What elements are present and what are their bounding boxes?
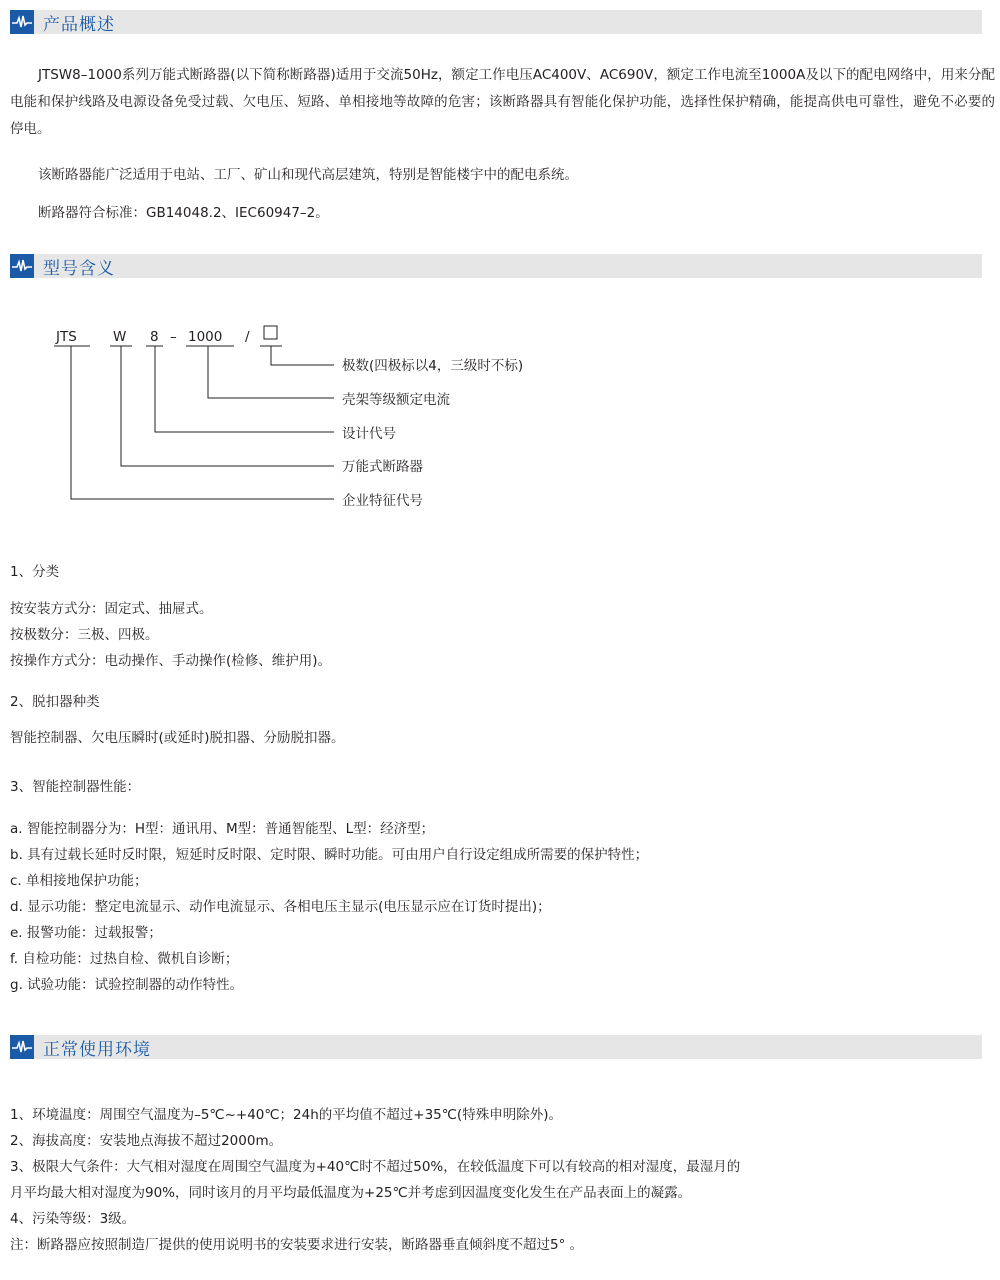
overview-paragraph-2: 该断路器能广泛适用于电站、工厂、矿山和现代高层建筑，特别是智能楼宇中的配电系统。 — [38, 167, 578, 183]
class-item-3: 按操作方式分：电动操作、手动操作(检修、维护用)。 — [10, 653, 332, 669]
pulse-icon — [10, 10, 34, 34]
pole-box — [264, 326, 277, 339]
code-part-1000: 1000 — [188, 329, 223, 345]
env-line-5: 4、污染等级：3级。 — [10, 1211, 136, 1227]
ctrl-item-d: d. 显示功能：整定电流显示、动作电流显示、各相电压主显示(电压显示应在订货时提出)； — [10, 899, 551, 915]
pulse-icon — [10, 254, 34, 278]
env-line-1: 1、环境温度：周围空气温度为–5℃~+40℃；24h的平均值不超过+35℃(特殊申明除外)。 — [10, 1107, 562, 1123]
section-header-model — [10, 254, 982, 278]
ctrl-item-e: e. 报警功能：过载报警； — [10, 925, 162, 941]
code-part-8: 8 — [150, 329, 159, 345]
ctrl-title: 3、智能控制器性能： — [10, 779, 141, 795]
label-universal-breaker: 万能式断路器 — [342, 459, 423, 475]
code-part-slash: / — [245, 329, 250, 345]
code-part-w: W — [113, 329, 127, 345]
env-line-2: 2、海拔高度：安装地点海拔不超过2000m。 — [10, 1133, 283, 1149]
class-item-1: 按安装方式分：固定式、抽屉式。 — [10, 601, 213, 617]
section-header-overview — [10, 10, 982, 34]
label-frame-current: 壳架等级额定电流 — [342, 392, 450, 408]
label-design-code: 设计代号 — [342, 426, 396, 442]
section-header-environment — [10, 1035, 982, 1059]
env-note: 注：断路器应按照制造厂提供的使用说明书的安装要求进行安装，断路器垂直倾斜度不超过5° 。 — [10, 1237, 584, 1253]
overview-paragraph-1: JTSW8–1000系列万能式断路器(以下简称断路器)适用于交流50Hz，额定工作电压AC400V、AC690V，额定工作电流至1000A及以下的配电网络中，用来分配电能和保护线路及电源设备免受过载、欠电压、短路、单相接地等故障的危害；该断路器具有智能化保护功能，选择性保护精确，能提高供电可靠性，避免不必要的停电。 — [10, 67, 995, 137]
ctrl-item-a: a. 智能控制器分为：H型：通讯用、M型：普通智能型、L型：经济型； — [10, 821, 435, 837]
trip-title: 2、脱扣器种类 — [10, 694, 100, 710]
label-company-code: 企业特征代号 — [342, 493, 423, 509]
section-title: 正常使用环境 — [43, 1039, 151, 1060]
label-poles: 极数(四极标以4，三级时不标) — [342, 358, 524, 374]
code-part-dash: – — [170, 329, 177, 345]
pulse-icon — [10, 1035, 34, 1059]
ctrl-item-g: g. 试验功能：试验控制器的动作特性。 — [10, 977, 244, 993]
class-item-2: 按极数分：三极、四极。 — [10, 627, 159, 643]
section-title: 型号含义 — [43, 258, 115, 279]
ctrl-item-c: c. 单相接地保护功能； — [10, 873, 148, 889]
trip-text: 智能控制器、欠电压瞬时(或延时)脱扣器、分励脱扣器。 — [10, 730, 345, 746]
class-title: 1、分类 — [10, 564, 60, 580]
env-line-3: 3、极限大气条件：大气相对湿度在周围空气温度为+40℃时不超过50%，在较低温度下可以有较高的相对湿度，最湿月的 — [10, 1159, 741, 1175]
code-part-jts: JTS — [56, 329, 77, 345]
model-code-diagram — [0, 300, 620, 530]
env-line-4: 月平均最大相对湿度为90%，同时该月的月平均最低温度为+25℃并考虑到因温度变化发生在产品表面上的凝露。 — [10, 1185, 692, 1201]
ctrl-item-f: f. 自检功能：过热自检、微机自诊断； — [10, 951, 239, 967]
ctrl-item-b: b. 具有过载长延时反时限，短延时反时限、定时限、瞬时功能。可由用户自行设定组成所需要的保护特性； — [10, 847, 649, 863]
section-title: 产品概述 — [43, 14, 115, 35]
overview-paragraph-3: 断路器符合标准：GB14048.2、IEC60947–2。 — [38, 205, 329, 221]
